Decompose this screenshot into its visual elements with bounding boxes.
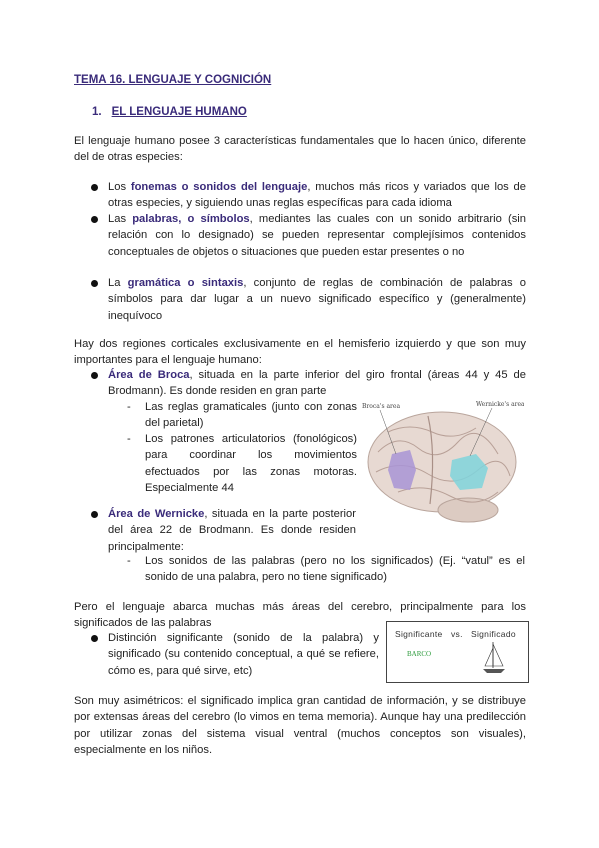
closing-paragraph: Son muy asimétricos: el significado implica gran cantidad de información, y se distribuye por extensas áreas del cerebro (lo vimos en tema memoria). Aunque hay una predilección por utilizar zonas del sistema visual ventral (muchos conceptos son visuales), especialmente en los niños. xyxy=(74,695,526,757)
list-item-text: Los fonemas o sonidos del lenguaje, muchos más ricos y variados que los de otras especies, y siguiendo unas reglas específicas para cada idioma xyxy=(108,181,526,210)
signifier-label: Significante xyxy=(395,629,443,639)
sailboat-icon xyxy=(479,638,509,678)
list-item-text: Distinción significante (sonido de la palabra) y significado (su contenido conceptual, a qué se refiere, cómo es, para qué sirve, etc) xyxy=(108,632,379,677)
dash-marker: - xyxy=(127,401,131,413)
bullet-icon xyxy=(91,280,98,287)
list-item-text: Área de Wernicke, situada en la parte posterior del área 22 de Brodmann. Es donde residen principalmente: xyxy=(108,508,356,553)
wernicke-figure-label: Wernicke's area xyxy=(476,401,524,408)
page-title: TEMA 16. LENGUAJE Y COGNICIÓN xyxy=(74,74,272,86)
list-item-text: La gramática o sintaxis, conjunto de reglas de combinación de palabras o símbolos para dar lugar a un nuevo significado específico y (generalmente) inequívoco xyxy=(108,277,526,322)
sub-list-item-text: Los patrones articulatorios (fonológicos) para coordinar los movimientos efectuados por las zonas motoras. Especialmente 44 xyxy=(145,433,357,495)
dash-marker: - xyxy=(127,433,131,445)
broca-figure-label: Broca's area xyxy=(362,403,401,410)
signified-label: Significado xyxy=(471,629,516,639)
intro-paragraph: El lenguaje humano posee 3 características fundamentales que lo hacen único, diferente del de otras especies: xyxy=(74,135,526,164)
list-item-text: Las palabras, o símbolos, mediantes las cuales con un sonido arbitrario (sin relación con lo designado) se pueden representar complejísimos contenidos conceptuales de objetos o situaciones que pueden estar presentes o no xyxy=(108,213,526,258)
word-barco: BARCO xyxy=(407,650,432,658)
bullet-icon xyxy=(91,372,98,379)
bullet-icon xyxy=(91,511,98,518)
signifier-signified-figure xyxy=(386,621,529,683)
brain-figure xyxy=(358,392,524,530)
sub-list-item-text: Los sonidos de las palabras (pero no los significados) (Ej. “vatul” es el sonido de una palabra, pero no tiene significado) xyxy=(145,555,525,584)
more-areas-paragraph: Pero el lenguaje abarca muchas más áreas del cerebro, principalmente para los significados de las palabras xyxy=(74,601,526,630)
highlight-term: gramática o sintaxis xyxy=(127,277,244,289)
bullet-icon xyxy=(91,184,98,191)
brain-illustration xyxy=(358,392,524,530)
highlight-term: palabras, o símbolos xyxy=(132,213,250,225)
sub-list-item-text: Las reglas gramaticales (junto con zonas del parietal) xyxy=(145,401,357,430)
bullet-icon xyxy=(91,216,98,223)
highlight-term: fonemas o sonidos del lenguaje xyxy=(130,181,308,193)
dash-marker: - xyxy=(127,555,131,567)
versus-label: vs. xyxy=(451,629,463,639)
section-title: EL LENGUAJE HUMANO xyxy=(111,106,247,118)
regions-paragraph: Hay dos regiones corticales exclusivamente en el hemisferio izquierdo y que son muy importantes para el lenguaje humano: xyxy=(74,338,526,367)
list-item-text: Área de Broca, situada en la parte inferior del giro frontal (áreas 44 y 45 de Brodmann). Es donde residen en gran parte xyxy=(108,369,526,398)
section-heading xyxy=(92,104,247,120)
highlight-term: Área de Wernicke xyxy=(108,508,205,520)
highlight-term: Área de Broca xyxy=(108,369,190,381)
section-number: 1. xyxy=(92,106,102,118)
bullet-icon xyxy=(91,635,98,642)
